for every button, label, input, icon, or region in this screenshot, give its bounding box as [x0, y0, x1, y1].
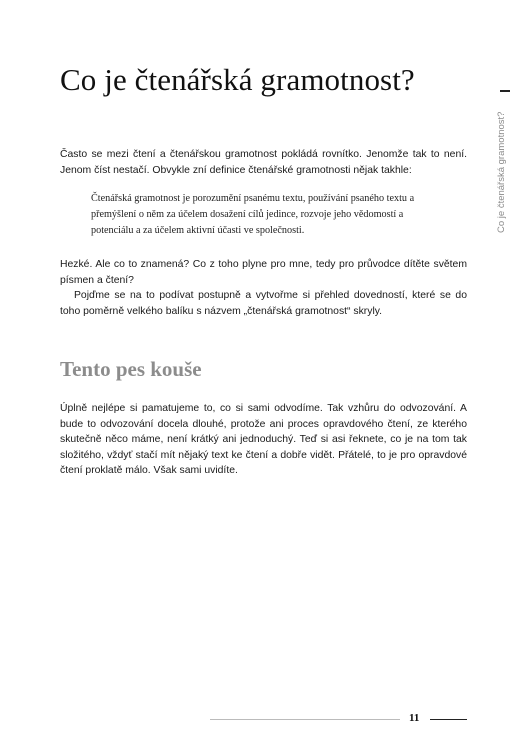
intro-paragraph: Často se mezi čtení a čtenářskou gramotnost pokládá rovnítko. Jenomže tak to není. Jenom číst nestačí. Obvykle zní definice čtenářské gramotnosti nějak takhle:: [60, 149, 467, 176]
running-header-vertical: Co je čtenářská gramotnost?: [496, 111, 507, 233]
definition-quote: Čtenářská gramotnost je porozumění psanému textu, používání psaného textu a přemýšlení o něm za účelem dosažení cílů jedince, rozvoje jeho vědomostí a potenciálu a za účelem aktivní účasti ve společnosti.: [91, 193, 415, 236]
discussion-block: [60, 257, 467, 319]
plan-paragraph: Pojďme se na to podívat postupně a vytvořme si přehled dovedností, které se do toho poměrně velkého balíku s názvem „čtenářská gramotnost“ skryly.: [60, 290, 467, 317]
page-number: 11: [409, 712, 420, 724]
section-heading: Tento pes kouše: [60, 357, 202, 381]
chapter-title: Co je čtenářská gramotnost?: [60, 62, 415, 97]
question-paragraph: Hezké. Ale co to znamená? Co z toho plyne pro mne, tedy pro průvodce dítěte světem písmen a čtení?: [60, 259, 467, 286]
section-paragraph: Úplně nejlépe si pamatujeme to, co si sami odvodíme. Tak vzhůru do odvozování. A bude to odvozování docela dlouhé, protože ani proces opravdového čtení, ze kterého skutečně něco máme, není krátký ani jednoduchý. Teď si asi řeknete, co je na tom tak složitého, vždyť stačí mít nějaký text ke čtení a dobře vidět. Přátelé, to je pro opravdové čtení proklatě málo. Však sami uvidíte.: [60, 403, 467, 476]
chapter-side-marker: [500, 90, 510, 92]
footer-rule-left: [210, 719, 400, 720]
footer-rule-right: [430, 719, 467, 720]
